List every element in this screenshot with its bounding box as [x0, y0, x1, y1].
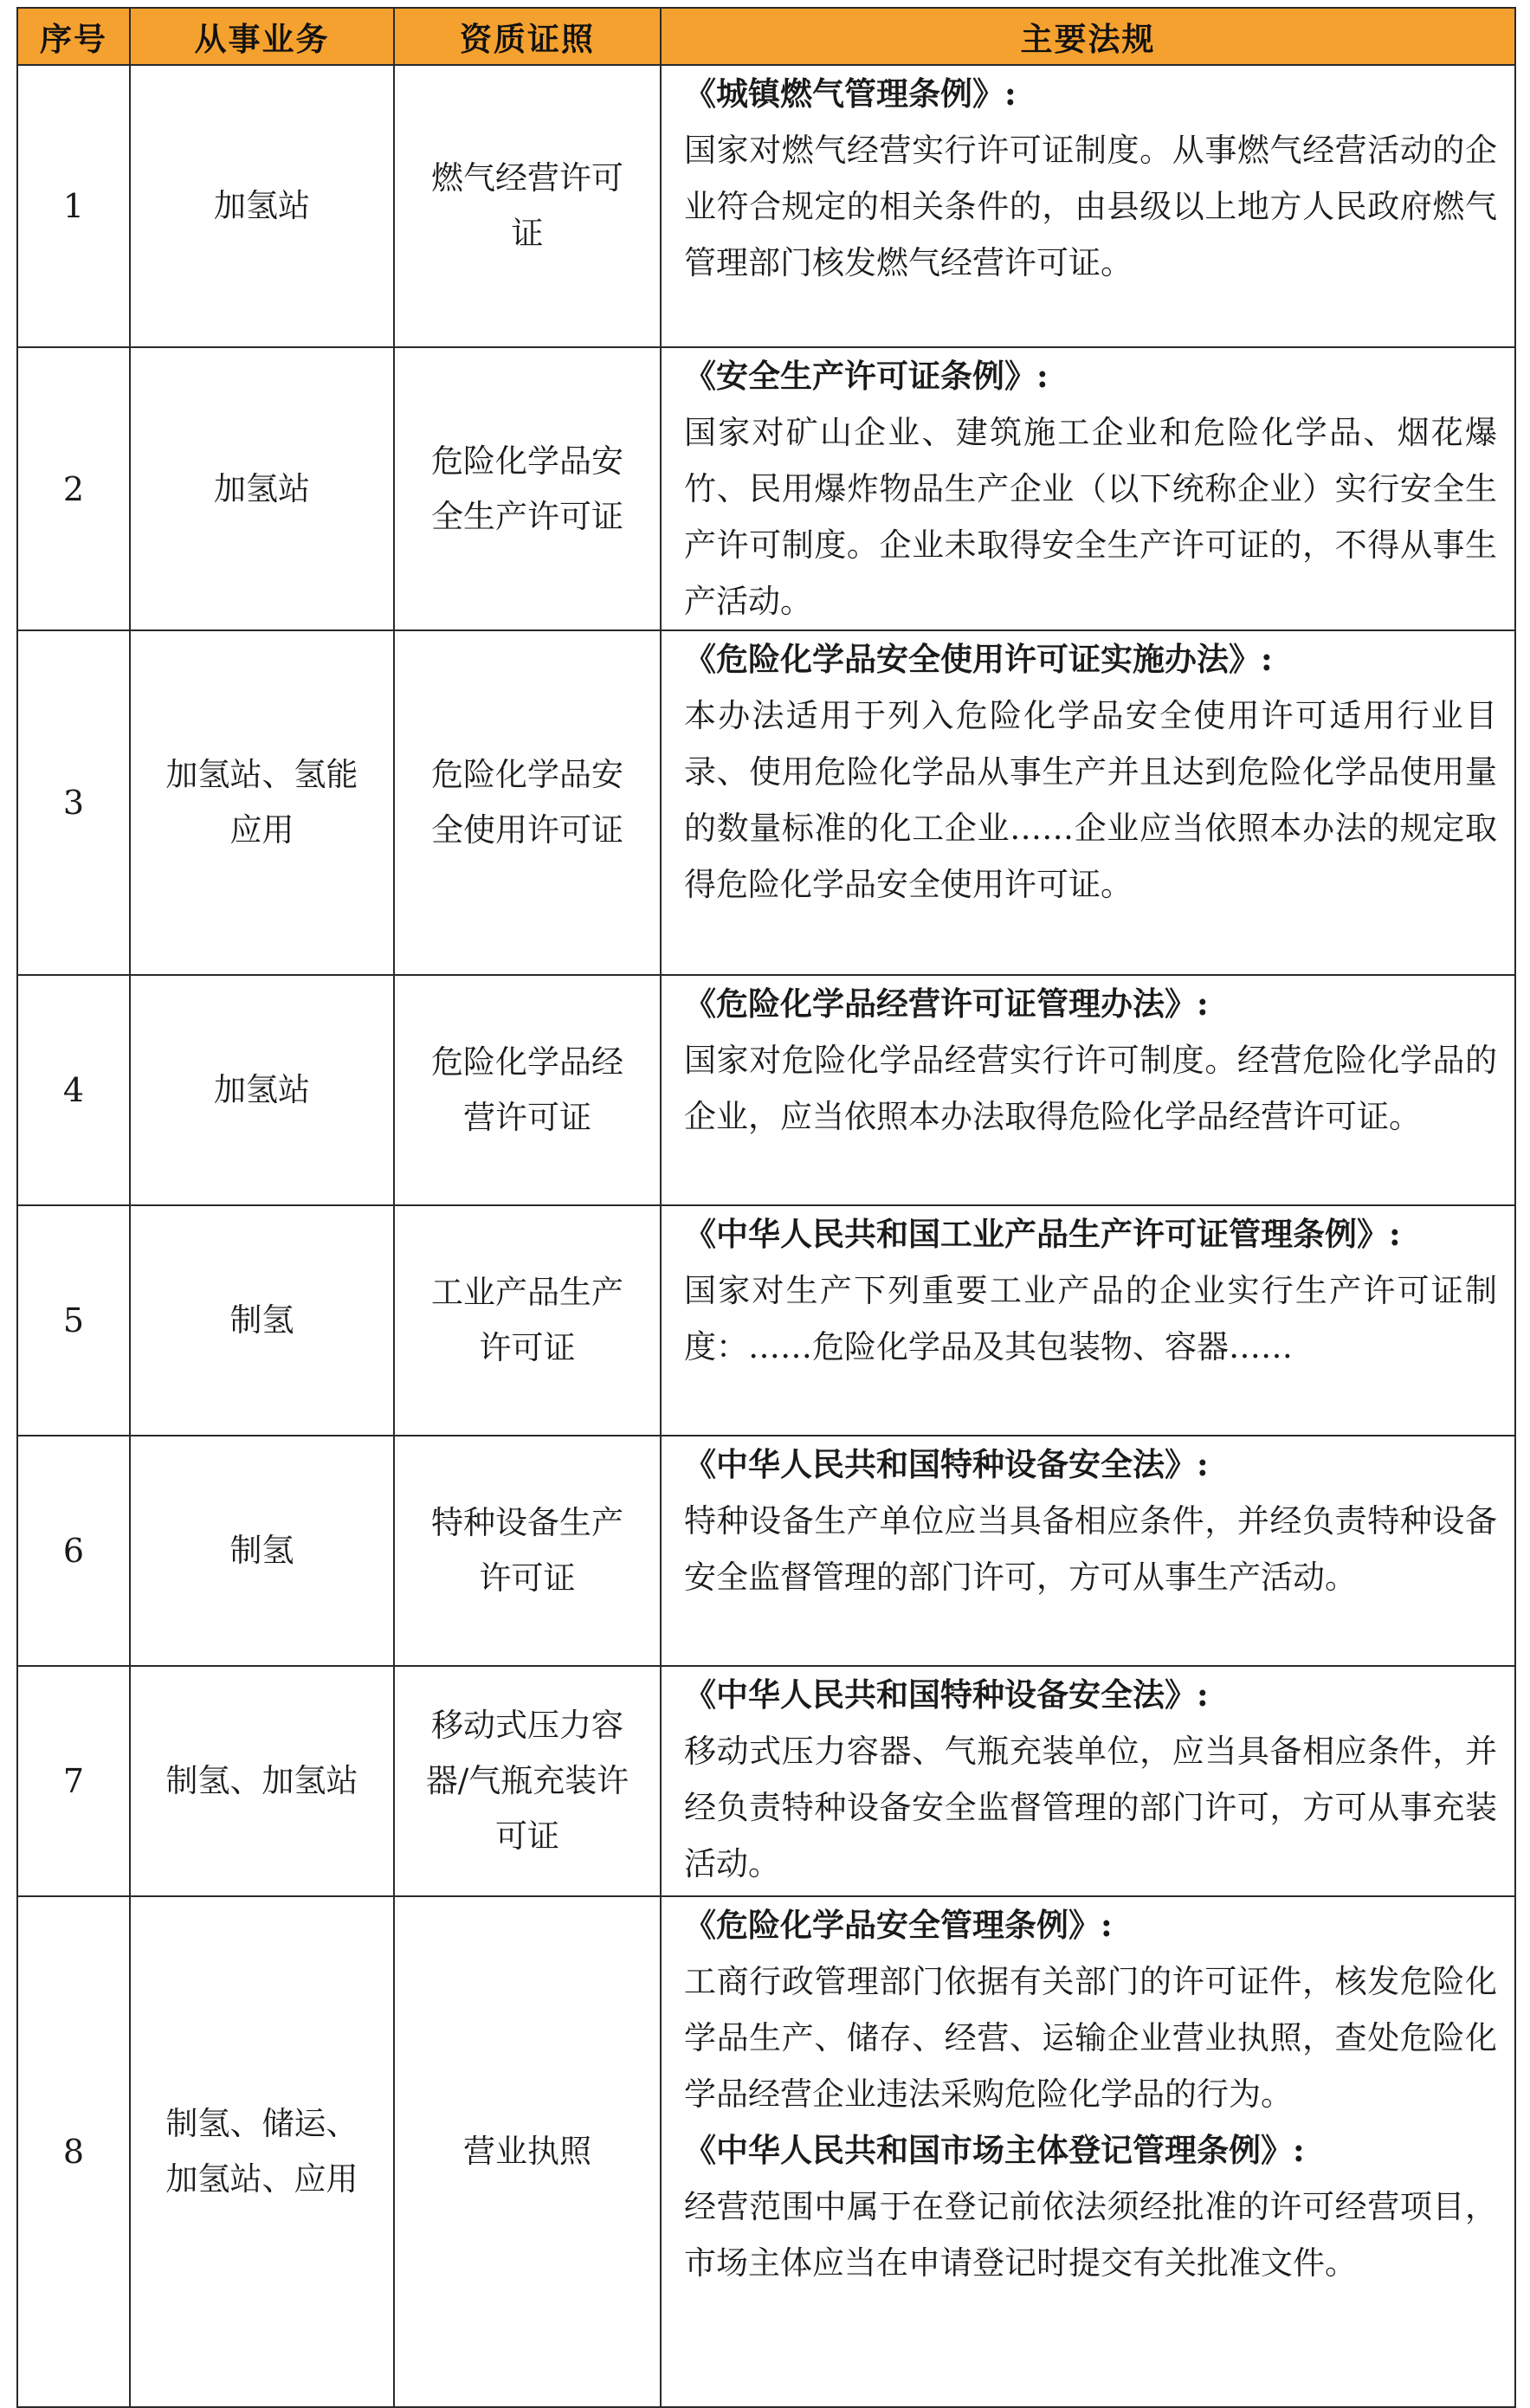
table-body — [17, 65, 1515, 2407]
table-row — [17, 1205, 1515, 1436]
row-index: 3 — [17, 630, 130, 975]
table-row — [17, 975, 1515, 1205]
regulation-text: 经营范围中属于在登记前依法须经批准的许可经营项目，市场主体应当在申请登记时提交有关批准文件。 — [684, 2188, 1497, 2282]
row-license: 特种设备生产许可证 — [394, 1436, 661, 1666]
table-row — [17, 1896, 1515, 2407]
row-regulations — [661, 630, 1515, 975]
row-regulations — [661, 1205, 1515, 1436]
regulation-text: 国家对生产下列重要工业产品的企业实行生产许可证制度：……危险化学品及其包装物、容器…… — [684, 1272, 1497, 1365]
row-license: 工业产品生产许可证 — [394, 1205, 661, 1436]
table-row — [17, 630, 1515, 975]
license-regulation-table — [16, 7, 1516, 2408]
row-index: 4 — [17, 975, 130, 1205]
row-license: 移动式压力容器/气瓶充装许可证 — [394, 1666, 661, 1896]
regulation-title: 《中华人民共和国工业产品生产许可证管理条例》: — [684, 1215, 1401, 1253]
row-regulations — [661, 1436, 1515, 1666]
row-business: 制氢、加氢站 — [130, 1666, 394, 1896]
regulation-text: 移动式压力容器、气瓶充装单位，应当具备相应条件，并经负责特种设备安全监督管理的部门许可，方可从事充装活动。 — [684, 1733, 1497, 1882]
regulation-text: 国家对危险化学品经营实行许可制度。经营危险化学品的企业，应当依照本办法取得危险化学品经营许可证。 — [684, 1042, 1497, 1135]
row-license: 危险化学品安全生产许可证 — [394, 347, 661, 630]
row-regulations — [661, 347, 1515, 630]
regulation-title: 《危险化学品安全使用许可证实施办法》: — [684, 640, 1273, 678]
row-business: 制氢 — [130, 1205, 394, 1436]
row-business: 制氢、储运、加氢站、应用 — [130, 1896, 394, 2407]
row-index: 7 — [17, 1666, 130, 1896]
regulation-text: 特种设备生产单位应当具备相应条件，并经负责特种设备安全监督管理的部门许可，方可从事生产活动。 — [684, 1502, 1497, 1596]
row-business: 加氢站、氢能应用 — [130, 630, 394, 975]
row-regulations — [661, 65, 1515, 347]
header-regulations: 主要法规 — [661, 8, 1515, 65]
row-license: 营业执照 — [394, 1896, 661, 2407]
regulation-text: 本办法适用于列入危险化学品安全使用许可适用行业目录、使用危险化学品从事生产并且达到危险化学品使用量的数量标准的化工企业……企业应当依照本办法的规定取得危险化学品安全使用许可证。 — [684, 697, 1497, 903]
table-row — [17, 1666, 1515, 1896]
regulation-text: 工商行政管理部门依据有关部门的许可证件，核发危险化学品生产、储存、经营、运输企业营业执照，查处危险化学品经营企业违法采购危险化学品的行为。 — [684, 1963, 1497, 2113]
header-index: 序号 — [17, 8, 130, 65]
row-index: 5 — [17, 1205, 130, 1436]
regulation-title: 《中华人民共和国特种设备安全法》: — [684, 1675, 1209, 1714]
row-license: 燃气经营许可证 — [394, 65, 661, 347]
table-row — [17, 65, 1515, 347]
regulation-title: 《危险化学品安全管理条例》: — [684, 1906, 1113, 1944]
row-index: 8 — [17, 1896, 130, 2407]
row-regulations — [661, 975, 1515, 1205]
row-business: 加氢站 — [130, 975, 394, 1205]
row-index: 6 — [17, 1436, 130, 1666]
row-business: 加氢站 — [130, 65, 394, 347]
header-license: 资质证照 — [394, 8, 661, 65]
regulation-title: 《安全生产许可证条例》: — [684, 357, 1049, 395]
row-regulations — [661, 1666, 1515, 1896]
row-business: 制氢 — [130, 1436, 394, 1666]
regulation-title: 《危险化学品经营许可证管理办法》: — [684, 985, 1209, 1023]
row-regulations — [661, 1896, 1515, 2407]
row-index: 1 — [17, 65, 130, 347]
regulation-text: 国家对燃气经营实行许可证制度。从事燃气经营活动的企业符合规定的相关条件的，由县级以上地方人民政府燃气管理部门核发燃气经营许可证。 — [684, 132, 1497, 281]
table-row — [17, 1436, 1515, 1666]
regulation-title: 《中华人民共和国特种设备安全法》: — [684, 1445, 1209, 1483]
row-index: 2 — [17, 347, 130, 630]
regulation-title: 《中华人民共和国市场主体登记管理条例》: — [684, 2131, 1305, 2169]
table-header-row — [17, 8, 1515, 65]
regulation-title: 《城镇燃气管理条例》: — [684, 74, 1017, 113]
row-license: 危险化学品经营许可证 — [394, 975, 661, 1205]
regulation-text: 国家对矿山企业、建筑施工企业和危险化学品、烟花爆竹、民用爆炸物品生产企业（以下统称企业）实行安全生产许可制度。企业未取得安全生产许可证的，不得从事生产活动。 — [684, 414, 1497, 620]
row-license: 危险化学品安全使用许可证 — [394, 630, 661, 975]
table-row — [17, 347, 1515, 630]
row-business: 加氢站 — [130, 347, 394, 630]
header-business: 从事业务 — [130, 8, 394, 65]
